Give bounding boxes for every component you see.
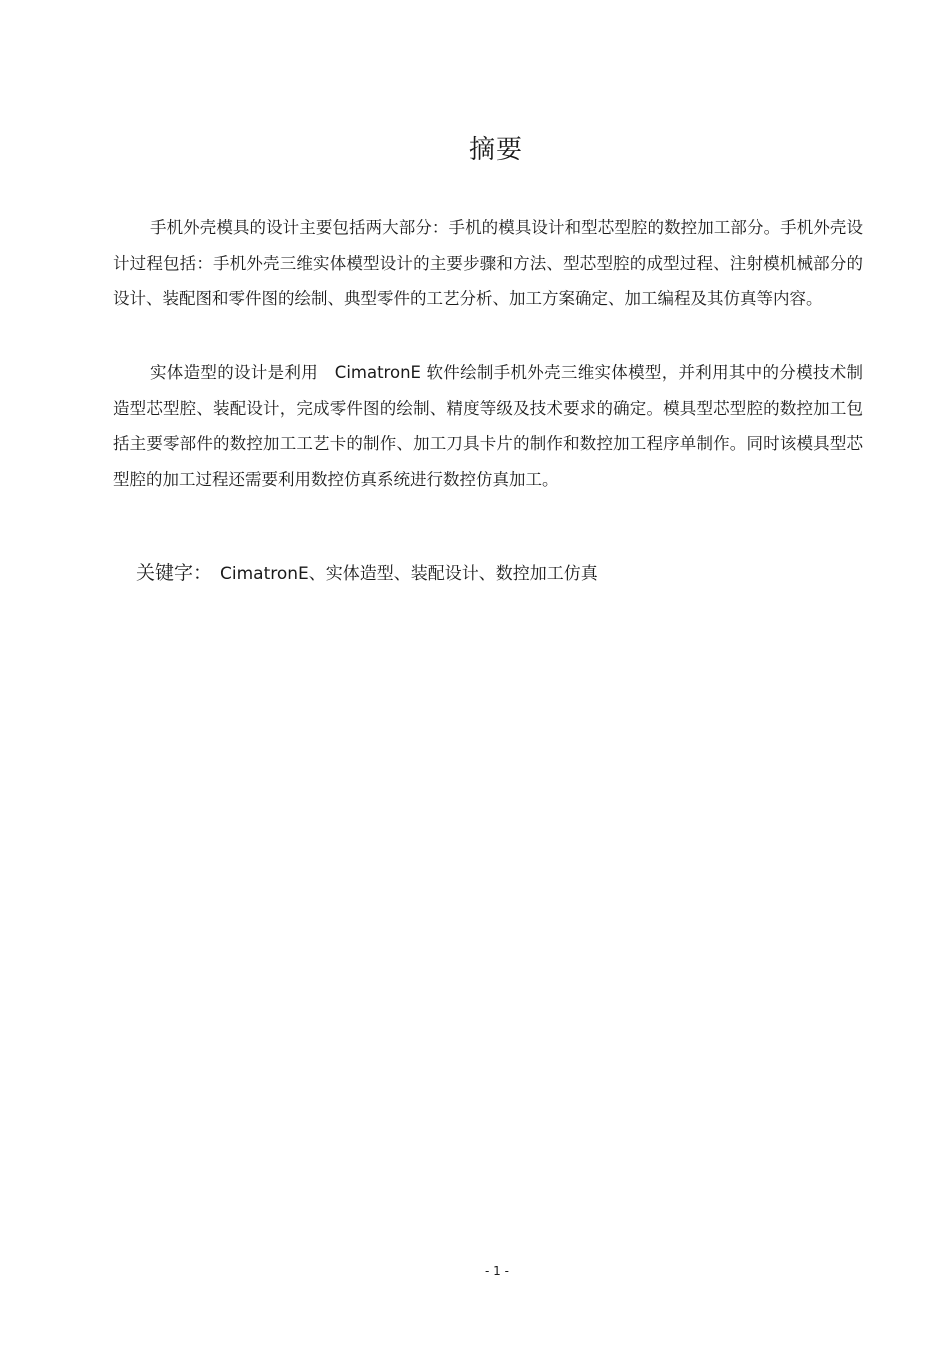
- abstract-paragraph-1: 手机外壳模具的设计主要包括两大部分：手机的模具设计和型芯型腔的数控加工部分。手机外壳设计过程包括：手机外壳三维实体模型设计的主要步骤和方法、型芯型腔的成型过程、注射模机械部分的设计、装配图和零件图的绘制、典型零件的工艺分析、加工方案确定、加工编程及其仿真等内容。: [113, 218, 863, 308]
- keywords-line: [136, 556, 598, 591]
- page-title: 摘要: [468, 135, 523, 165]
- page-number: - 1 -: [485, 1264, 509, 1278]
- abstract-paragraph-2: 实体造型的设计是利用 CimatronE 软件绘制手机外壳三维实体模型，并利用其中的分模技术制造型芯型腔、装配设计，完成零件图的绘制、精度等级及技术要求的确定。模具型芯型腔的数控加工包括主要零部件的数控加工工艺卡的制作、加工刀具卡片的制作和数控加工程序单制作。同时该模具型芯型腔的加工过程还需要利用数控仿真系统进行数控仿真加工。: [113, 363, 863, 489]
- keywords-value: CimatronE、实体造型、装配设计、数控加工仿真: [220, 564, 598, 584]
- keywords-label: 关键字：: [136, 562, 213, 584]
